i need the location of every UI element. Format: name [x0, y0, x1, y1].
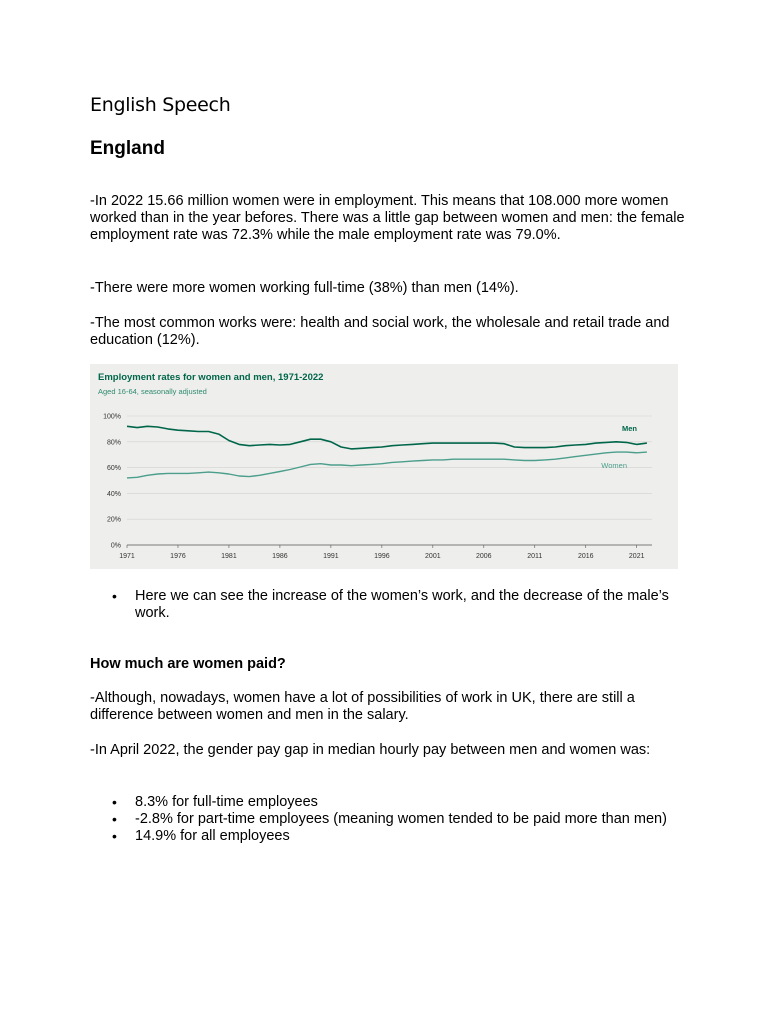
- bullet-icon: •: [112, 828, 117, 844]
- chart-series-lines: [127, 426, 647, 478]
- list-item-text: -2.8% for part-time employees (meaning women tended to be paid more than men): [135, 811, 667, 827]
- pay-gap-list: [90, 794, 670, 845]
- x-tick-label: 1976: [170, 553, 186, 560]
- employment-rate-chart: [90, 364, 678, 569]
- y-tick-label: 0%: [110, 542, 121, 550]
- list-item-text: 8.3% for full-time employees: [135, 794, 318, 810]
- bullet-icon: •: [112, 794, 117, 810]
- list-item: [90, 828, 670, 845]
- y-tick-label: 60%: [106, 465, 121, 473]
- y-tick-label: 100%: [103, 413, 121, 421]
- bullet-icon: •: [112, 588, 117, 604]
- bullet-icon: •: [112, 811, 117, 827]
- x-tick-label: 2021: [628, 553, 645, 560]
- list-item: [90, 794, 670, 811]
- chart-svg: [90, 364, 678, 569]
- x-tick-label: 2001: [425, 553, 441, 560]
- x-tick-label: 2006: [476, 553, 492, 560]
- chart-title: Employment rates for women and men, 1971-2022: [98, 372, 324, 383]
- y-tick-label: 20%: [106, 516, 121, 524]
- x-tick-label: 2016: [577, 553, 594, 560]
- series-label-women: Women: [601, 461, 627, 471]
- paragraph-employment-stats: -In 2022 15.66 million women were in employment. This means that 108.000 more women worked than in the year befores. There was a little gap between women and men: the female employment rate was 72.3% while the male employment rate was 79.0%.: [90, 193, 685, 243]
- chart-commentary-list: [90, 588, 670, 622]
- x-tick-label: 1991: [323, 553, 339, 560]
- paragraph-full-time: -There were more women working full-time (38%) than men (14%).: [90, 280, 519, 296]
- x-tick-label: 1981: [221, 553, 237, 560]
- list-item-text: 14.9% for all employees: [135, 828, 290, 844]
- pay-section-heading: How much are women paid?: [90, 656, 286, 672]
- paragraph-common-works: -The most common works were: health and social work, the wholesale and retail trade and education (12%).: [90, 315, 670, 348]
- x-tick-label: 2011: [527, 553, 543, 560]
- document-title: English Speech: [90, 94, 231, 116]
- paragraph-pay-gap-intro: -In April 2022, the gender pay gap in median hourly pay between men and women was:: [90, 742, 651, 758]
- section-heading: England: [90, 138, 165, 159]
- chart-x-ticks: [119, 545, 644, 560]
- x-tick-label: 1996: [374, 553, 390, 560]
- chart-y-ticks: [103, 414, 121, 550]
- paragraph-salary-difference: -Although, nowadays, women have a lot of possibilities of work in UK, there are still a difference between women and men in the salary.: [90, 690, 635, 723]
- x-tick-label: 1971: [119, 553, 135, 560]
- x-tick-label: 1986: [272, 553, 288, 560]
- chart-grid: [127, 416, 652, 545]
- chart-series-labels: [601, 424, 637, 470]
- chart-subtitle: Aged 16-64, seasonally adjusted: [98, 387, 207, 396]
- list-item: [90, 588, 670, 622]
- series-line-men: [127, 426, 647, 449]
- y-tick-label: 80%: [106, 439, 121, 447]
- series-label-men: Men: [622, 424, 637, 434]
- y-tick-label: 40%: [106, 490, 121, 498]
- list-item-text: Here we can see the increase of the women’s work, and the decrease of the male’s work.: [135, 588, 669, 621]
- list-item: [90, 811, 670, 828]
- series-line-women: [127, 452, 647, 478]
